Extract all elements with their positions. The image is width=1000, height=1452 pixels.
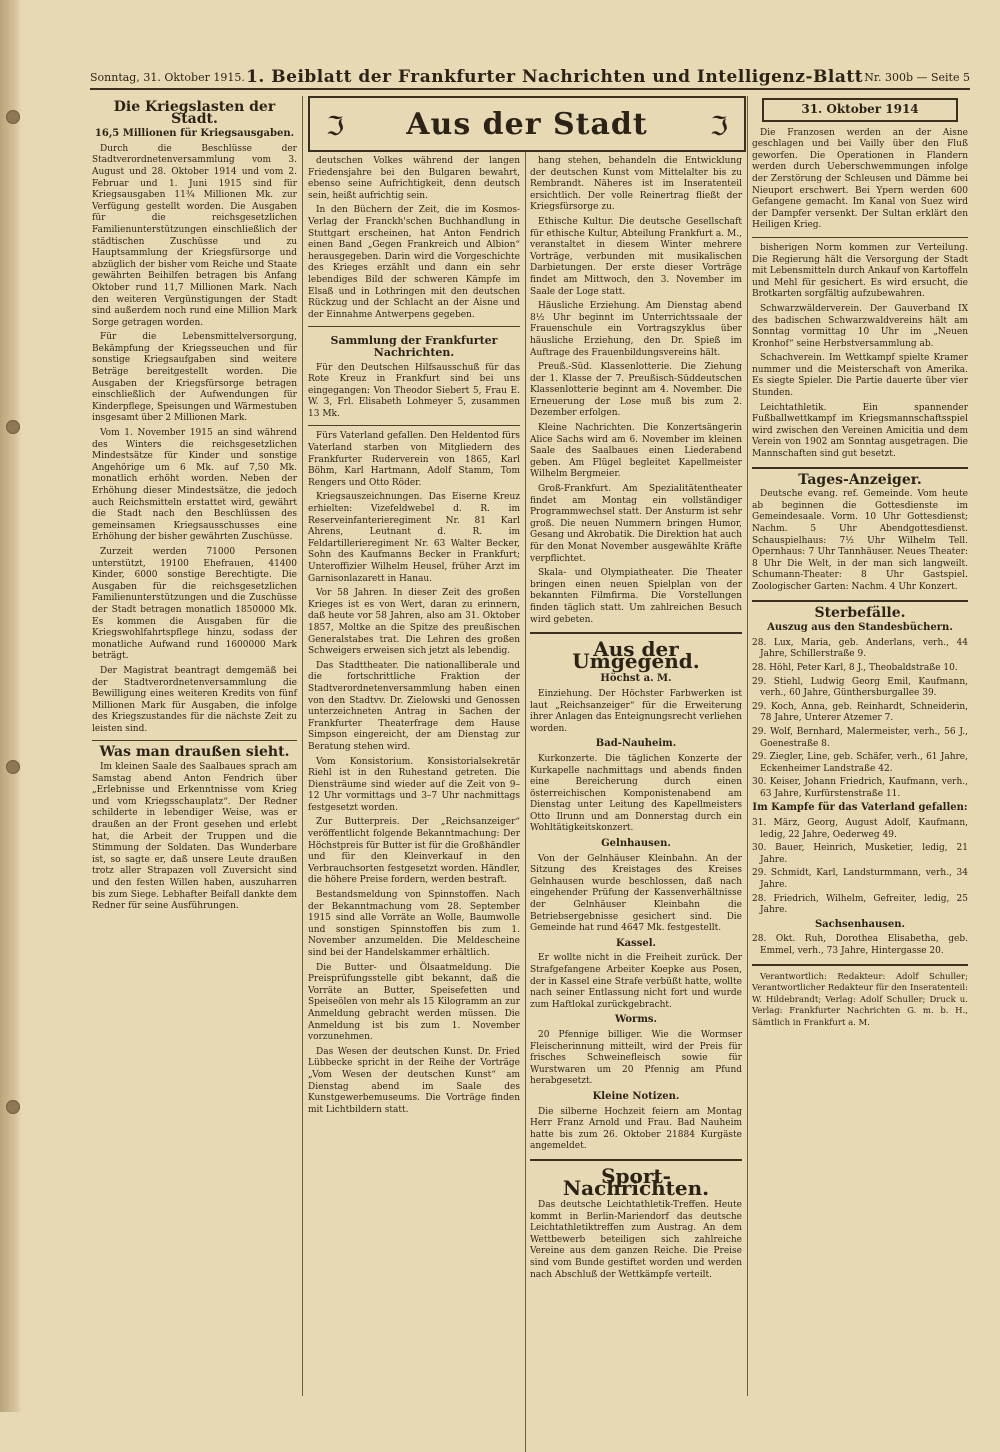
article-paragraph: Die Butter- und Ölsaatmeldung. Die Preisprüfungsstelle gibt bekannt, daß die Vorräte an Butter, Speisefetten und Speiseölen von mehr als 15 Kilogramm an zur Anmeldung gebracht werden müssen. Die Anmeldung ist bis zum 1. November vorzunehmen. (308, 962, 520, 1043)
death-list (752, 638, 968, 801)
article-paragraph: Bestandsmeldung von Spinnstoffen. Nach der Bekanntmachung vom 28. September 1915 sind alle Vorräte an Wolle, Baumwolle und sonstigen Spinnstoffen bis zum 1. November anzumelden. Die Meldescheine sind bei der Handelskammer erhältlich. (308, 890, 520, 958)
article-paragraph: deutschen Volkes während der langen Friedensjahre bei den Bulgaren bewahrt, ebenso seine Aufrichtigkeit, denn deutsch sein, heißt aufrichtig sein. (308, 156, 520, 201)
header-date: Sonntag, 31. Oktober 1915. (90, 70, 245, 84)
article-subheading: 16,5 Millionen für Kriegsausgaben. (94, 128, 295, 140)
article-paragraph: Das Wesen der deutschen Kunst. Dr. Fried Lübbecke spricht in der Reihe der Vorträge „Vom Wesen der deutschen Kunst“ am Dienstag abend im Saale des Kunstgewerbemuseums. Die Vorträge finden mit Lichtbildern statt. (308, 1046, 520, 1115)
section-title: Aus der Stadt (406, 106, 648, 142)
article-paragraph: Schachverein. Im Wettkampf spielte Kramer nummer und die Meisterschaft von Amerika. Es siegte Spieler. Die Partie dauerte über vier Stunden. (752, 353, 968, 399)
subheading: Sachsenhausen. (814, 918, 906, 930)
divider (752, 600, 968, 602)
book-binding (0, 0, 22, 1412)
page-number: Nr. 300b — Seite 5 (864, 70, 970, 84)
divider (92, 740, 297, 741)
divider (308, 326, 520, 327)
imprint: Verantwortlich: Redakteur: Adolf Schuller; Verantwortlicher Redakteur für den Inseratenteil: W. Hildebrandt; Verlag: Adolf Schuller; Druck u. Verlag: Frankfurter Nachrichten G. m. b. H., Sämtlich in Frankfurt a. M. (752, 971, 968, 1028)
binding-hole (6, 760, 20, 774)
section-heading: Sport-Nachrichten. (562, 1163, 710, 1200)
list-item: 28. Okt. Ruh, Dorothea Elisabetha, geb. Emmel, verh., 73 Jahre, Hintergasse 20. (752, 934, 968, 956)
column-rule (302, 96, 303, 1396)
divider (752, 964, 968, 966)
list-item: 31. März, Georg, August Adolf, Kaufmann, ledig, 22 Jahre, Oederweg 49. (752, 818, 968, 840)
divider (752, 237, 968, 238)
fallen-list (752, 818, 968, 917)
section-masthead (308, 96, 746, 152)
article-paragraph: Zur Butterpreis. Der „Reichsanzeiger“ veröffentlicht folgende Bekanntmachung: Der Höchstpreis für Butter ist für die Großhändler und für den Kleinverkauf in den Verbrauchsorten festgesetzt worden. Händler, die höhere Preise fordern, werden bestraft. (308, 817, 520, 886)
locality-heading: Höchst a. M. (600, 673, 672, 685)
column-rule (525, 152, 526, 1452)
binding-hole (6, 1100, 20, 1114)
divider (530, 1159, 742, 1161)
article-heading: Die Kriegslasten der Stadt. (113, 99, 276, 127)
article-paragraph: Die silberne Hochzeit feiern am Montag Herr Franz Arnold und Frau. Bad Nauheim hatte bis zum 26. Oktober 21884 Kurgäste angemeldet. (530, 1106, 742, 1152)
article-paragraph: hang stehen, behandeln die Entwicklung der deutschen Kunst vom Mittelalter bis zu Rembrandt. Näheres ist im Inseratenteil ersichtlich. Der volle Reinertrag fließt der Kriegsfürsorge zu. (530, 156, 742, 213)
column-2 (308, 156, 520, 1119)
article-paragraph: Kriegsauszeichnungen. Das Eiserne Kreuz erhielten: Vizefeldwebel d. R. im Reserveinfanterieregiment Nr. 81 Karl Ahrens, Leutnant d. R. im Feldartillerieregiment Nr. 63 Walter Becker, Sohn des Kaufmanns Becker in Frankfurt; Unteroffizier Wilhelm Heusel, früher Arzt im Garnisonlazarett in Hanau. (308, 492, 520, 584)
article-paragraph: Durch die Beschlüsse der Stadtverordnetenversammlung vom 3. August und 28. Oktober 1914 und vom 2. Februar und 1. Juni 1915 sind für Kriegsausgaben 11¾ Millionen Mk. zur Verfügung gestellt worden. Die Ausgaben für die reichsgesetzlichen Familienunterstützungen einschließlich der städtischen Zuschüsse und zu Hauptsammlung der Kriegsfürsorge und abzüglich der bisher vom Reiche und Staate gewährten Beihilfen betragen bis Anfang Oktober rund 11,7 Millionen Mark. Nach den weiteren Vergünstigungen der Stadt sind außerdem noch rund eine Million Mark Sorge getragen worden. (92, 143, 297, 328)
article-paragraph: Das deutsche Leichtathletik-Treffen. Heute kommt in Berlin-Mariendorf das deutsche Leichtathletiktreffen zum Austrag. An dem Wettbewerb beteiligen sich zahlreiche Vereine aus dem ganzen Reiche. Die Preise sind vom Bunde gestiftet worden und werden nach Abschluß der Wettkämpfe verteilt. (530, 1200, 742, 1280)
locality-heading: Gelnhausen. (601, 838, 671, 850)
article-paragraph: Kleine Nachrichten. Die Konzertsängerin Alice Sachs wird am 6. November im kleinen Saale des Saalbaues einen Liederabend geben. Am Flügel begleitet Kapellmeister Wilhelm Bergmeier. (530, 423, 742, 480)
ornament-right: ℑ (709, 112, 728, 142)
list-item: 29. Wolf, Bernhard, Malermeister, verh., 56 J., Goenestraße 8. (752, 726, 968, 749)
subheading: Auszug aus den Standesbüchern. (767, 622, 953, 634)
anniversary-date-box: 31. Oktober 1914 (762, 98, 958, 122)
article-paragraph: In den Büchern der Zeit, die im Kosmos-Verlag der Franckh'schen Buchhandlung in Stuttgart erscheinen, hat Anton Fendrich einen Band „Gegen Frankreich und Albion“ herausgegeben. Darin wird die Vorgeschichte des Krieges erzählt und dann ein sehr lebendiges Bild der schweren Kämpfe im Elsaß und in Lothringen mit den deutschen Rückzug und der Schlacht an der Aisne und der Einnahme Antwerpens gegeben. (308, 205, 520, 320)
list-item: 28. Höhl, Peter Karl, 8 J., Theobaldstraße 10. (752, 662, 958, 673)
article-paragraph: Kurkonzerte. Die täglichen Konzerte der Kurkapelle nachmittags und abends finden eine Bereicherung durch einen österreichischen Komponistenabend am Dienstag unter Leitung des Kapellmeisters Otto Ilrunn und am Donnerstag durch ein Wohltätigkeitskonzert. (530, 753, 742, 834)
article-paragraph: Schwarzwälderverein. Der Gauverband IX des badischen Schwarzwaldvereins hält am Sonntag vormittag 10 Uhr im „Neuen Kronhof“ seine Herbstversammlung ab. (752, 303, 968, 349)
list-item: 29. Stiehl, Ludwig Georg Emil, Kaufmann, verh., 60 Jahre, Günthersburgallee 39. (752, 676, 968, 699)
list-item: 29. Koch, Anna, geb. Reinhardt, Schneiderin, 78 Jahre, Unterer Atzemer 7. (752, 701, 968, 724)
locality-heading: Kleine Notizen. (592, 1090, 680, 1102)
list-item: 28. Friedrich, Wilhelm, Gefreiter, ledig, 25 Jahre. (752, 893, 968, 916)
article-paragraph: Für die Lebensmittelversorgung, Bekämpfung der Kriegsseuchen und für sonstige Kriegsaufgaben sind weitere Beträge bereitgestellt worden. Die Ausgaben der Kriegsfürsorge betragen einschließlich der Aufwendungen für Kinderpflege, Speisungen und Wärmestuben insgesamt über 2 Millionen Mark. (92, 332, 297, 424)
binding-hole (6, 420, 20, 434)
article-paragraph: Zurzeit werden 71000 Personen unterstützt, 19100 Ehefrauen, 41400 Kinder, 6000 sonstige Berechtigte. Die Ausgaben für die reichsgesetzlichen Familienunterstützungen und die Zuschüsse der Stadt betragen monatlich 1850000 Mk. Es kommen die Ausgaben für die Kriegswohlfahrtspflege hinzu, sodass der monatliche Aufwand rund 1600000 Mark beträgt. (92, 546, 297, 662)
locality-heading: Kassel. (615, 937, 657, 949)
section-heading: Aus der Umgegend. (572, 637, 700, 673)
list-item: 30. Bauer, Heinrich, Musketier, ledig, 21 Jahre. (752, 843, 968, 865)
column-1 (92, 96, 297, 916)
article-paragraph: Skala- und Olympiatheater. Die Theater bringen einen neuen Spielplan von der bekannten Filmfirma. Die Vorstellungen finden täglich statt. Um zahlreichen Besuch wird gebeten. (530, 568, 742, 625)
column-rule (747, 96, 748, 1396)
article-paragraph: Deutsche evang. ref. Gemeinde. Vom heute ab beginnen die Gottesdienste im Gemeindesaale. Vorm. 10 Uhr Gottesdienst; Nachm. 5 Uhr Abendgottesdienst. Schauspielhaus: 7½ Uhr Wilhelm Tell. Opernhaus: 7 Uhr Tannhäuser. Neues Theater: 8 Uhr Die Welt, in der man sich langweilt. Schumann-Theater: 8 Uhr Gastspiel. Zoologischer Garten: Nachm. 4 Uhr Konzert. (752, 489, 968, 592)
article-paragraph: Vor 58 Jahren. In dieser Zeit des großen Krieges ist es von Wert, daran zu erinnern, daß heute vor 58 Jahren, also am 31. Oktober 1857, Moltke an die Spitze des preußischen Generalstabes trat. Die Lehren des großen Schweigers erweisen sich jetzt als lebendig. (308, 588, 520, 657)
divider (530, 632, 742, 634)
article-paragraph: 20 Pfennige billiger. Wie die Wormser Fleischerinnung mitteilt, wird der Preis für frisches Schweinefleisch sowie für Wurstwaren um 20 Pfennig am Pfund herabgesetzt. (530, 1029, 742, 1087)
list-item: 28. Lux, Maria, geb. Anderlans, verh., 44 Jahre, Schillerstraße 9. (752, 637, 968, 660)
list-item: 29. Ziegler, Line, geb. Schäfer, verh., 61 Jahre, Eckenheimer Landstraße 42. (752, 752, 968, 774)
newspaper-title: 1. Beiblatt der Frankfurter Nachrichten und Intelligenz-Blatt (246, 67, 864, 87)
article-paragraph: Das Stadttheater. Die nationalliberale und die fortschrittliche Fraktion der Stadtverordnetenversammlung haben einen von den Stadtvv. Dr. Zielowski und Genossen unterzeichneten Antrag in Sachen der Frankfurter Theaterfrage dem Hause Simpson eingereicht, der am Dienstag zur Beratung stehen wird. (308, 660, 520, 752)
binding-hole (6, 110, 20, 124)
column-3 (530, 156, 742, 1284)
column-4 (752, 96, 968, 1033)
article-paragraph: Vom 1. November 1915 an sind während des Winters die reichsgesetzlichen Mindestsätze für Kinder und sonstige Angehörige um 6 Mk. auf 7,50 Mk. monatlich erhöht worden. Neben der Erhöhung dieser Mindestsätze, die jedoch auch Reichsmitteln erstattet wird, gewährt die Stadt nach den Beschlüssen des gemeinsamen Kriegsausschusses eine Erhöhung der bisher gewährten Zuschüsse. (92, 428, 297, 543)
article-paragraph: Im kleinen Saale des Saalbaues sprach am Samstag abend Anton Fendrich über „Erlebnisse und Erkenntnisse vom Krieg und vom Kriegsschauplatz“. Der Redner schilderte in lebendiger Weise, was er draußen an der Front gesehen und erlebt hat, die Arbeit der Truppen und die Stimmung der Soldaten. Das Wunderbare ist, so sagte er, daß unsere Leute draußen trotz aller Strapazen voll Zuversicht sind und den festen Willen haben, auszuharren bis zum Siege. Lebhafter Beifall dankte dem Redner für seine Ausführungen. (92, 762, 297, 912)
article-heading: Sammlung der Frankfurter Nachrichten. (330, 334, 498, 359)
article-paragraph: Für den Deutschen Hilfsausschuß für das Rote Kreuz in Frankfurt sind bei uns eingegangen: Von Theodor Siebert 5, Frau E. W. 3, Frl. Elisabeth Lohmeyer 5, zusammen 13 Mk. (308, 362, 520, 419)
subheading: Im Kampfe für das Vaterland gefallen: (752, 802, 968, 814)
ornament-left: ℑ (326, 112, 345, 142)
article-paragraph: Häusliche Erziehung. Am Dienstag abend 8½ Uhr beginnt im Unterrichtssaale der Frauenschule ein Vortragszyklus über häusliche Erziehung, den Dr. Spieß im Auftrage des Frauenbildungsvereins hält. (530, 301, 742, 358)
divider (752, 467, 968, 469)
locality-heading: Bad-Nauheim. (595, 738, 677, 750)
locality-heading: Worms. (614, 1014, 658, 1026)
divider (308, 425, 520, 426)
list-item: 29. Schmidt, Karl, Landsturmmann, verh., 34 Jahre. (752, 868, 968, 891)
article-paragraph: Leichtathletik. Ein spannender Fußballwettkampf im Kriegsmannschaftsspiel wird zwischen den Vereinen Amicitia und dem Verein von 1902 am Sonntag ausgetragen. Die Mannschaften sind gut besetzt. (752, 402, 968, 460)
section-heading: Sterbefälle. (814, 604, 906, 621)
article-paragraph: Einziehung. Der Höchster Farbwerken ist laut „Reichsanzeiger“ für die Erweiterung ihrer Anlagen das Enteignungsrecht verliehen worden. (530, 688, 742, 734)
page-header (90, 66, 970, 90)
article-paragraph: Preuß.-Süd. Klassenlotterie. Die Ziehung der 1. Klasse der 7. Preußisch-Süddeutschen Klassenlotterie beginnt am 4. November. Die Erneuerung der Lose muß bis zum 2. Dezember erfolgen. (530, 362, 742, 419)
section-heading: Tages-Anzeiger. (798, 471, 922, 488)
article-paragraph: Der Magistrat beantragt demgemäß bei der Stadtverordnetenversammlung die Bewilligung eines weiteren Kredits von fünf Millionen Mark für Ausgaben, die infolge des Kriegszustandes für die nächste Zeit zu leisten sind. (92, 665, 297, 734)
article-paragraph: Ethische Kultur. Die deutsche Gesellschaft für ethische Kultur, Abteilung Frankfurt a. M., veranstaltet in diesem Winter mehrere Vorträge, verbunden mit musikalischen Darbietungen. Der erste dieser Vorträge findet am Mittwoch, den 3. November im Saale der Loge statt. (530, 216, 742, 297)
article-paragraph: Groß-Frankfurt. Am Spezialitätentheater findet am Montag ein vollständiger Programmwechsel statt. Der Ansturm ist sehr groß. Die neuen Nummern bringen Humor, Gesang und Akrobatik. Die Direktion hat auch für den Monat November ausgewählte Kräfte verpflichtet. (530, 484, 742, 564)
article-paragraph: bisherigen Norm kommen zur Verteilung. Die Regierung hält die Versorgung der Stadt mit Lebensmitteln durch Ankauf von Kartoffeln und Mehl für gesichert. Es wird ersucht, die Brotkarten sorgfältig aufzubewahren. (752, 242, 968, 300)
article-paragraph: Vom Konsistorium. Konsistorialsekretär Riehl ist in den Ruhestand getreten. Die Diensträume sind wieder auf die Zeit von 9–12 Uhr vormittags und 3–7 Uhr nachmittags festgesetzt worden. (308, 756, 520, 813)
article-paragraph: Fürs Vaterland gefallen. Den Heldentod fürs Vaterland starben von Mitgliedern des Frankfurter Ruderverein von 1865, Karl Böhm, Karl Hartmann, Adolf Stamm, Tom Rengers und Otto Röder. (308, 431, 520, 488)
article-heading: Was man draußen sieht. (99, 744, 290, 761)
article-paragraph: Er wollte nicht in die Freiheit zurück. Der Strafgefangene Arbeiter Koepke aus Posen, der in Kassel eine Strafe verbüßt hatte, wollte nach seiner Entlassung nicht fort und wurde zum Haftlokal zurückgebracht. (530, 953, 742, 1010)
article-paragraph: Von der Gelnhäuser Kleinbahn. An der Sitzung des Kreistages des Kreises Gelnhausen wurde beschlossen, daß nach eingehender Prüfung der Kassenverhältnisse der Gelnhäuser Kleinbahn die Betriebsergebnisse gesichert sind. Die Gemeinde hat rund 4647 Mk. festgestellt. (530, 853, 742, 934)
article-paragraph: Die Franzosen werden an der Aisne geschlagen und bei Vailly über den Fluß geworfen. Die Operationen in Flandern werden durch Ueberschwemmungen infolge der Zerstörung der Schleusen und Dämme bei Nieuport erschwert. Bei Ypern werden 600 Gefangene gemacht. Im Kanal von Suez wird der Dampfer versenkt. Der Sultan erklärt den Heiligen Krieg. (752, 127, 968, 231)
list-item: 30. Keiser, Johann Friedrich, Kaufmann, verh., 63 Jahre, Kurfürstenstraße 11. (752, 777, 968, 799)
